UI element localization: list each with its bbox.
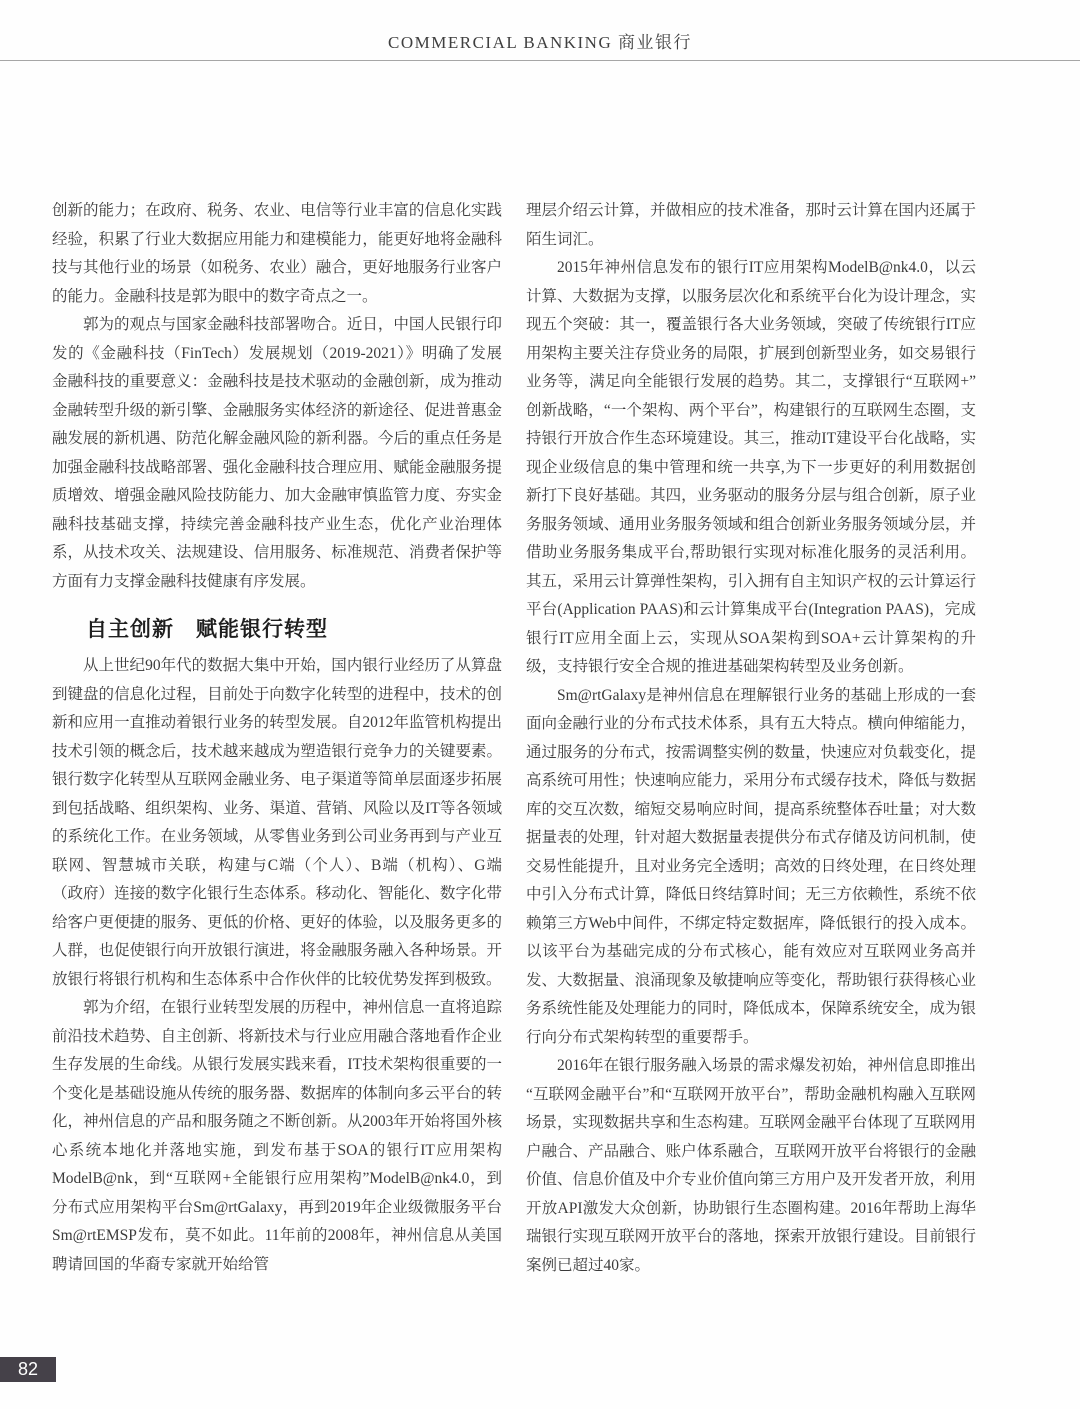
paragraph: 郭为的观点与国家金融科技部署吻合。近日，中国人民银行印发的《金融科技（FinTech）发展规划（2019-2021）》明确了发展金融科技的重要意义：金融科技是技术驱动的金融创新，成为推动金融转型升级的新引擎、金融服务实体经济的新途径、促进普惠金融发展的新机遇、防范化解金融风险的新利器。今后的重点任务是加强金融科技战略部署、强化金融科技合理应用、赋能金融服务提质增效、增强金融风险技防能力、加大金融审慎监管力度、夯实金融科技基础支撑，持续完善金融科技产业生态，优化产业治理体系，从技术攻关、法规建设、信用服务、标准规范、消费者保护等方面有力支撑金融科技健康有序发展。 — [52, 316, 502, 590]
left-column — [52, 197, 502, 1280]
paragraph: 2016年在银行服务融入场景的需求爆发初始，神州信息即推出“互联网金融平台”和“互联网开放平台”，帮助金融机构融入互联网场景，实现数据共享和生态构建。互联网金融平台体现了互联网用户融合、产品融合、账户体系融合，互联网开放平台将银行的金融价值、信息价值及中介专业价值向第三方用户及开发者开放，利用开放API激发大众创新，协助银行生态圈构建。2016年帮助上海华瑞银行实现互联网开放平台的落地，探索开放银行建设。目前银行案例已超过40家。 — [526, 1057, 976, 1274]
paragraph: Sm@rtGalaxy是神州信息在理解银行业务的基础上形成的一套面向金融行业的分布式技术体系，具有五大特点。横向伸缩能力，通过服务的分布式，按需调整实例的数量，快速应对负载变化，提高系统可用性；快速响应能力，采用分布式缓存技术，降低与数据库的交互次数，缩短交易响应时间，提高系统整体吞吐量；对大数据量表的处理，针对超大数据量表提供分布式存储及访问机制，使交易性能提升，且对业务完全透明；高效的日终处理，在日终处理中引入分布式计算，降低日终结算时间；无三方依赖性，系统不依赖第三方Web中间件，不绑定特定数据库，降低银行的投入成本。以该平台为基础完成的分布式核心，能有效应对互联网业务高并发、大数据量、浪涌现象及敏捷响应等变化，帮助银行获得核心业务系统性能及处理能力的同时，降低成本，保障系统安全，成为银行向分布式架构转型的重要帮手。 — [526, 686, 976, 1046]
header-divider — [0, 60, 1080, 61]
paragraph: 2015年神州信息发布的银行IT应用架构ModelB@nk4.0，以云计算、大数据为支撑，以服务层次化和系统平台化为设计理念，实现五个突破：其一，覆盖银行各大业务领域，突破了传统银行IT应用架构主要关注存贷业务的局限，扩展到创新型业务，如交易银行业务等，满足向全能银行发展的趋势。其二，支撑银行“互联网+”创新战略，“一个架构、两个平台”，构建银行的互联网生态圈，支持银行开放合作生态环境建设。其三，推动IT建设平台化战略，实现企业级信息的集中管理和统一共享,为下一步更好的利用数据创新打下良好基础。其四，业务驱动的服务分层与组合创新，原子业务服务领域、通用业务服务领域和组合创新业务服务领域分层，并借助业务服务集成平台,帮助银行实现对标准化服务的灵活利用。其五，采用云计算弹性架构，引入拥有自主知识产权的云计算运行平台(Application PAAS)和云计算集成平台(Integration PAAS)，完成银行IT应用全面上云，实现从SOA架构到SOA+云计算架构的升级，支持银行安全合规的推进基础架构转型及业务创新。 — [526, 259, 976, 675]
page-header — [0, 0, 1080, 61]
page-number: 82 — [17, 1359, 39, 1379]
paragraph-continuation: 创新的能力；在政府、税务、农业、电信等行业丰富的信息化实践经验，积累了行业大数据应用能力和建模能力，能更好地将金融科技与其他行业的场景（如税务、农业）融合，更好地服务行业客户的能力。金融科技是郭为眼中的数字奇点之一。 — [52, 202, 502, 305]
page-number-badge — [0, 1357, 56, 1382]
article-body — [52, 197, 976, 1280]
paragraph: 从上世纪90年代的数据大集中开始，国内银行业经历了从算盘到键盘的信息化过程，目前处于向数字化转型的进程中，技术的创新和应用一直推动着银行业务的转型发展。自2012年监管机构提出技术引领的概念后，技术越来越成为塑造银行竞争力的关键要素。银行数字化转型从互联网金融业务、电子渠道等简单层面逐步拓展到包括战略、组织架构、业务、渠道、营销、风险以及IT等各领域的系统化工作。在业务领域，从零售业务到公司业务再到与产业互联网、智慧城市关联，构建与C端（个人）、B端（机构）、G端（政府）连接的数字化银行生态体系。移动化、智能化、数字化带给客户更便捷的服务、更低的价格、更好的体验，以及服务更多的人群，也促使银行向开放银行演进，将金融服务融入各种场景。开放银行将银行机构和生态体系中合作伙伴的比较优势发挥到极致。 — [52, 657, 502, 988]
paragraph-continuation: 理层介绍云计算，并做相应的技术准备，那时云计算在国内还属于陌生词汇。 — [526, 202, 976, 248]
paragraph: 郭为介绍，在银行业转型发展的历程中，神州信息一直将追踪前沿技术趋势、自主创新、将新技术与行业应用融合落地看作企业生存发展的生命线。从银行发展实践来看，IT技术架构很重要的一个变化是基础设施从传统的服务器、数据库的体制向多云平台的转化，神州信息的产品和服务随之不断创新。从2003年开始将国外核心系统本地化并落地实施，到发布基于SOA的银行IT应用架构ModelB@nk，到“互联网+全能银行应用架构”ModelB@nk4.0，到分布式应用架构平台Sm@rtGalaxy，再到2019年企业级微服务平台Sm@rtEMSP发布，莫不如此。11年前的2008年，神州信息从美国聘请回国的华裔专家就开始给管 — [52, 999, 502, 1273]
running-head-title: COMMERCIAL BANKING 商业银行 — [388, 33, 692, 52]
section-heading: 自主创新 赋能银行转型 — [86, 617, 328, 641]
right-column — [526, 197, 976, 1280]
